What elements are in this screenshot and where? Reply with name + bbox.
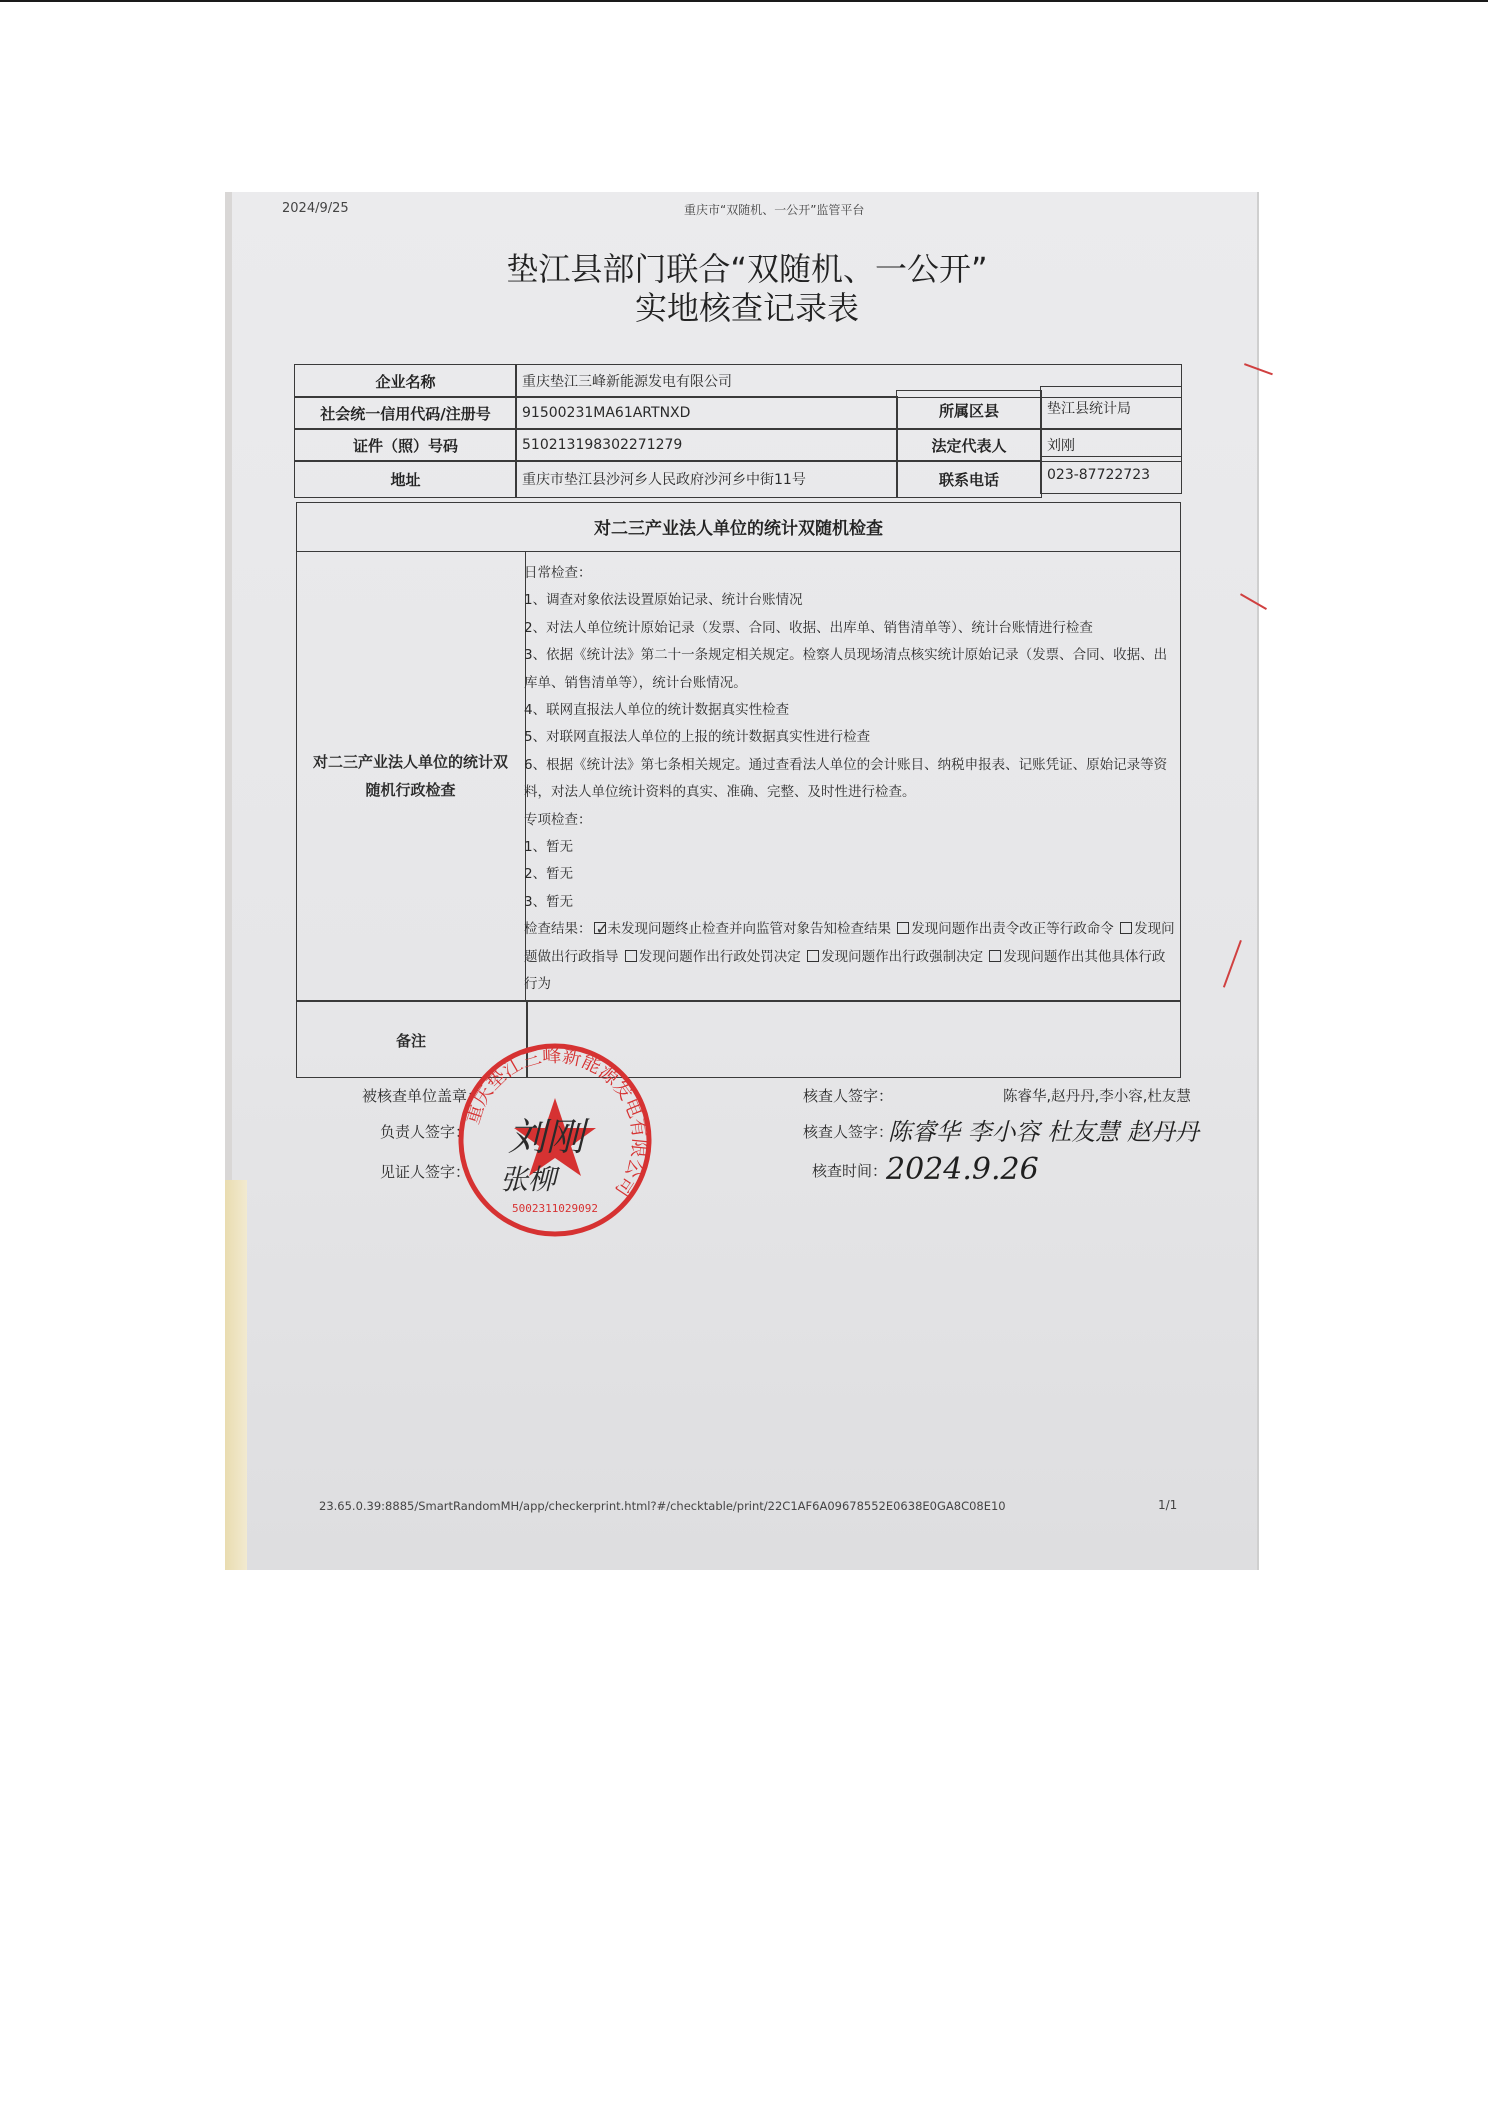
- daily-check-item: 2、对法人单位统计原始记录（发票、合同、收据、出库单、销售清单等）、统计台账情进行检查: [524, 619, 1093, 636]
- daily-check-title: 日常检查：: [524, 565, 592, 581]
- daily-check-item: 5、对联网直报法人单位的上报的统计数据真实性进行检查: [524, 729, 871, 746]
- result-option: 发现问题作出其他具体行政行为: [524, 948, 1166, 993]
- inspection-content: [524, 560, 1176, 999]
- special-check-item: 1、暂无: [524, 839, 574, 856]
- result-checkbox[interactable]: [625, 950, 637, 962]
- inspection-date-handwritten: 2024.9.26: [886, 1152, 1039, 1187]
- result-option: 发现问题作出责令改正等行政命令: [911, 921, 1114, 938]
- responsible-signature: 刘刚: [508, 1115, 585, 1159]
- inspection-time-label: 核查时间：: [812, 1162, 888, 1180]
- credit-code-value: 91500231MA61ARTNXD: [515, 396, 898, 430]
- daily-check-item: 3、依据《统计法》第二十一条规定相关规定。检察人员现场清点核实统计原始记录（发票、合同、收据、出库单、销售清单等），统计台账情况。: [524, 647, 1168, 691]
- result-option: 发现问题作出行政强制决定: [821, 948, 984, 965]
- id-number-label: 证件（照）号码: [294, 428, 517, 462]
- daily-check-item: 1、调查对象依法设置原始记录、统计台账情况: [524, 592, 803, 609]
- legal-rep-value: 刘刚: [1040, 428, 1182, 462]
- special-check-item: 3、暂无: [524, 893, 574, 910]
- responsible-label: 负责人签字：: [380, 1123, 471, 1141]
- result-checkbox[interactable]: [989, 950, 1001, 962]
- id-number-value: 510213198302271279: [515, 428, 898, 462]
- remark-label: 备注: [395, 1031, 426, 1050]
- result-option: 未发现问题终止检查并向监管对象告知检查结果: [607, 921, 891, 938]
- result-checkbox-checked[interactable]: [594, 922, 606, 934]
- inspector-label-1: 核查人签字：: [803, 1087, 894, 1105]
- witness-label: 见证人签字：: [380, 1163, 471, 1181]
- seal-arc-text: 重庆垫江三峰新能源发电有限公司: [461, 1044, 651, 1201]
- inspector-signatures: 陈睿华 李小容 杜友慧 赵丹丹: [888, 1118, 1199, 1146]
- inspection-results: [524, 916, 1176, 998]
- enterprise-name-value: 重庆垫江三峰新能源发电有限公司: [515, 364, 1182, 398]
- result-option: 发现问题做出行政指导: [524, 921, 1175, 965]
- document-title-line2: 实地核查记录表: [634, 289, 859, 327]
- special-check-item: 2、暂无: [524, 866, 574, 883]
- seal-number: 5002311029092: [511, 1202, 599, 1215]
- result-checkbox[interactable]: [1120, 922, 1132, 934]
- inspection-row-label-cell: [296, 552, 526, 1000]
- print-url: 23.65.0.39:8885/SmartRandomMH/app/checkerprint.html?#/checktable/print/22C1AF6A09678552E0638E0GA8C08E10: [319, 1499, 1006, 1513]
- address-label: 地址: [294, 460, 517, 498]
- page-top-border: [0, 0, 1488, 2]
- special-check-title: 专项检查：: [524, 811, 592, 828]
- legal-rep-label: 法定代表人: [896, 428, 1042, 462]
- unit-seal-label: 被核查单位盖章：: [362, 1087, 483, 1105]
- result-label: 检查结果：: [524, 921, 592, 938]
- document-title-line1: 垫江县部门联合“双随机、一公开”: [506, 250, 988, 288]
- address-value: 重庆市垫江县沙河乡人民政府沙河乡中街11号: [515, 460, 898, 498]
- phone-value: 023-87722723: [1040, 456, 1182, 494]
- inspector-names: 陈睿华,赵丹丹,李小容,杜友慧: [1003, 1089, 1191, 1105]
- result-option: 发现问题作出行政处罚决定: [638, 948, 801, 965]
- district-value: 垫江县统计局: [1040, 386, 1182, 430]
- folder-edge: [225, 1180, 247, 1570]
- enterprise-name-label: 企业名称: [294, 364, 517, 398]
- inspector-label-2: 核查人签字：: [803, 1123, 894, 1141]
- inspection-section-title: 对二三产业法人单位的统计双随机检查: [296, 502, 1181, 552]
- witness-signature: 张柳: [500, 1163, 557, 1196]
- result-checkbox[interactable]: [897, 922, 909, 934]
- credit-code-label: 社会统一信用代码/注册号: [294, 396, 517, 430]
- district-label: 所属区县: [896, 390, 1042, 430]
- photo-edge: [1257, 192, 1259, 1570]
- inspection-row-label: 对二三产业法人单位的统计双随机行政检查: [312, 753, 508, 799]
- page-number: 1/1: [1158, 1498, 1178, 1512]
- phone-label: 联系电话: [896, 460, 1042, 498]
- print-date: 2024/9/25: [282, 201, 349, 216]
- platform-name: 重庆市“双随机、一公开”监管平台: [684, 203, 865, 217]
- daily-check-item: 4、联网直报法人单位的统计数据真实性检查: [524, 702, 790, 719]
- daily-check-item: 6、根据《统计法》第七条相关规定。通过查看法人单位的会计账目、纳税申报表、记账凭证、原始记录等资料，对法人单位统计资料的真实、准确、完整、及时性进行检查。: [524, 756, 1168, 801]
- result-checkbox[interactable]: [807, 950, 819, 962]
